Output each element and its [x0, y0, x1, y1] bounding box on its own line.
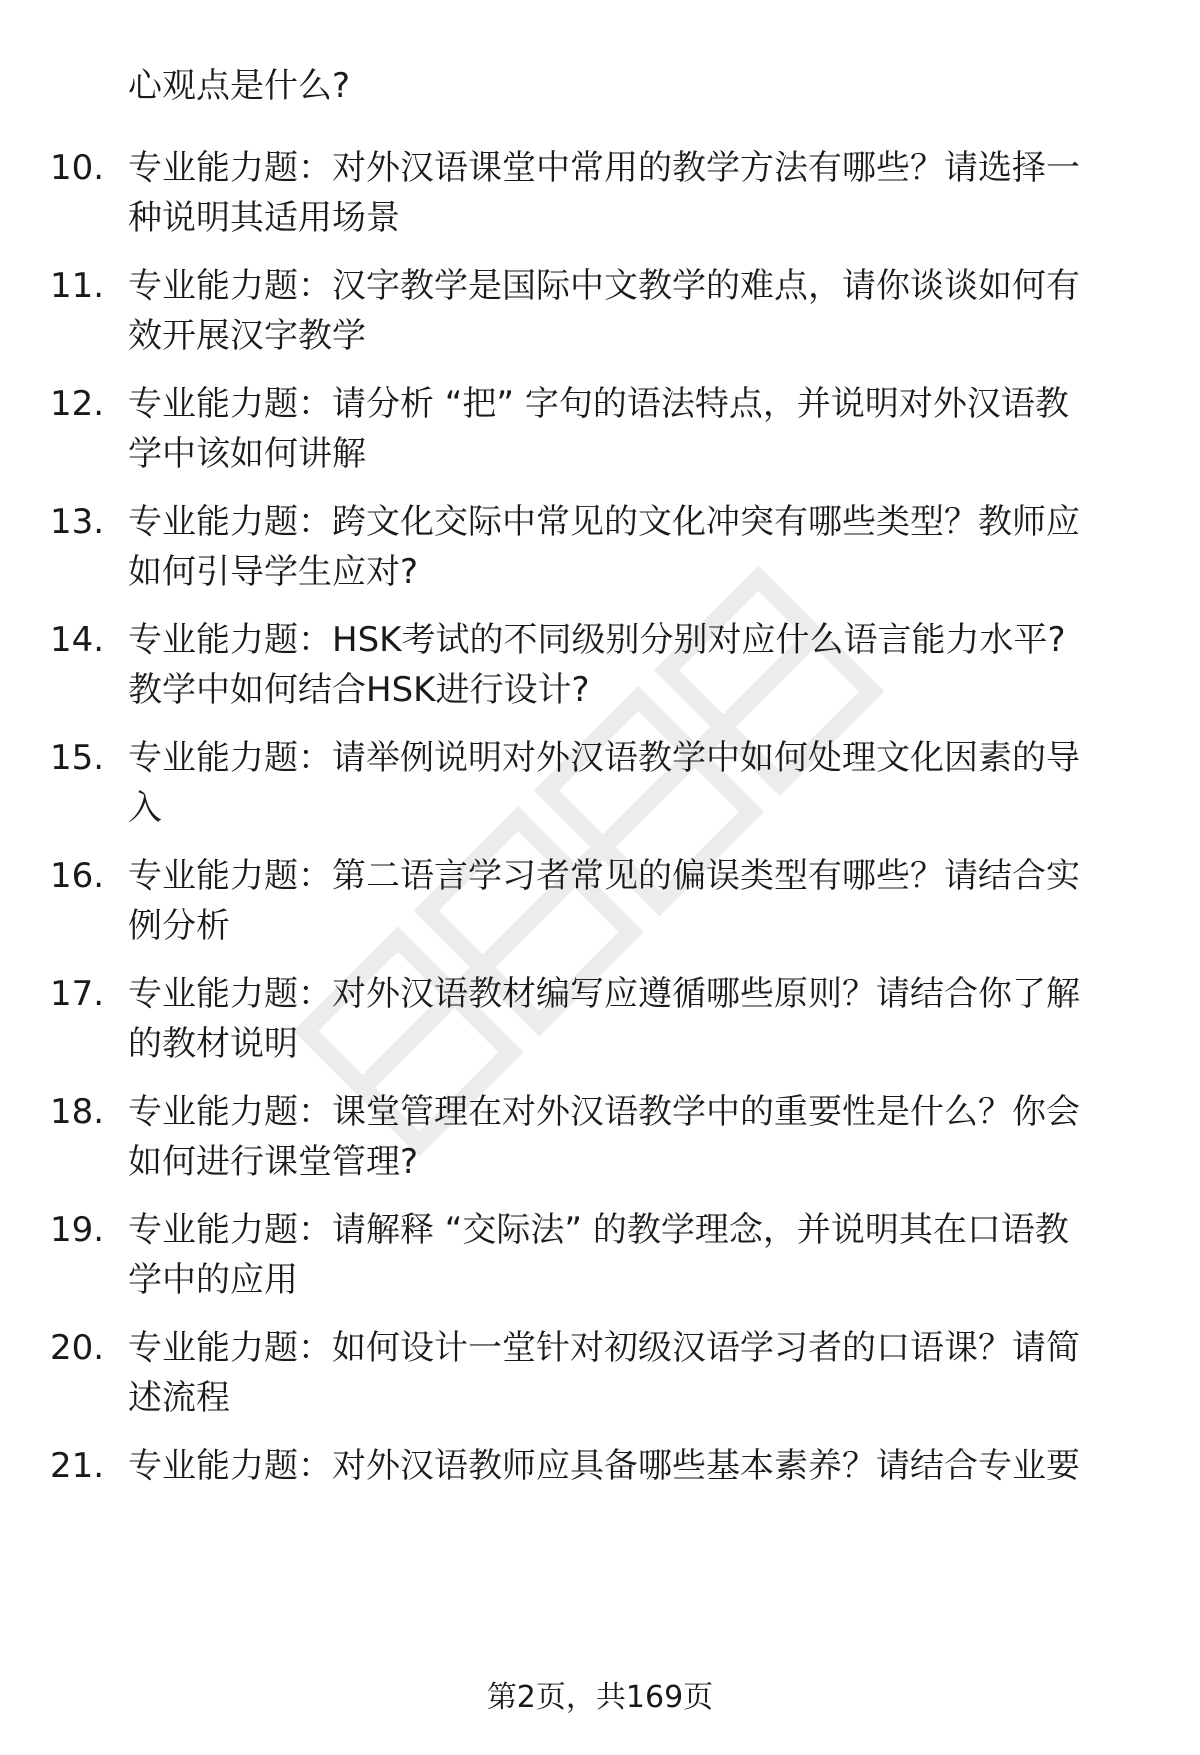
question-number: 14. [50, 620, 105, 660]
continuation-line: 心观点是什么? [128, 66, 351, 106]
question-text-line: 的教材说明 [128, 1024, 298, 1064]
question-text-line: 种说明其适用场景 [128, 198, 400, 238]
question-text-line: 专业能力题：课堂管理在对外汉语教学中的重要性是什么？你会 [128, 1092, 1080, 1132]
question-text-line: 例分析 [128, 906, 230, 946]
question-number: 10. [50, 148, 105, 188]
question-number: 17. [50, 974, 105, 1014]
question-text-line: 学中该如何讲解 [128, 434, 366, 474]
question-number: 12. [50, 384, 105, 424]
question-text-line: 学中的应用 [128, 1260, 298, 1300]
question-number: 21. [50, 1446, 105, 1486]
question-number: 13. [50, 502, 105, 542]
page-footer: 第2页，共169页 [486, 1680, 714, 1715]
question-text-line: 效开展汉字教学 [128, 316, 366, 356]
question-text-line: 专业能力题：对外汉语教师应具备哪些基本素养？请结合专业要 [128, 1446, 1080, 1486]
question-text-line: 专业能力题：汉字教学是国际中文教学的难点，请你谈谈如何有 [128, 266, 1080, 306]
question-number: 15. [50, 738, 105, 778]
question-text-line: 教学中如何结合HSK进行设计? [128, 670, 590, 710]
question-text-line: 专业能力题：跨文化交际中常见的文化冲突有哪些类型？教师应 [128, 502, 1080, 542]
question-text-line: 如何进行课堂管理? [128, 1142, 419, 1182]
question-text-line: 专业能力题：请举例说明对外汉语教学中如何处理文化因素的导 [128, 738, 1080, 778]
question-text-line: 专业能力题：请解释 “交际法” 的教学理念，并说明其在口语教 [128, 1210, 1069, 1250]
question-text-line: 专业能力题：请分析 “把” 字句的语法特点，并说明对外汉语教 [128, 384, 1069, 424]
question-text-line: 述流程 [128, 1378, 230, 1418]
question-number: 18. [50, 1092, 105, 1132]
question-text-line: 专业能力题：对外汉语教材编写应遵循哪些原则？请结合你了解 [128, 974, 1080, 1014]
question-text-line: 专业能力题：第二语言学习者常见的偏误类型有哪些？请结合实 [128, 856, 1080, 896]
question-number: 11. [50, 266, 105, 306]
question-text-line: 入 [128, 788, 162, 828]
question-number: 19. [50, 1210, 105, 1250]
question-text-line: 专业能力题：对外汉语课堂中常用的教学方法有哪些？请选择一 [128, 148, 1080, 188]
question-text-line: 专业能力题：HSK考试的不同级别分别对应什么语言能力水平? [128, 620, 1066, 660]
question-number: 16. [50, 856, 105, 896]
question-text-line: 如何引导学生应对? [128, 552, 419, 592]
question-number: 20. [50, 1328, 105, 1368]
question-text-line: 专业能力题：如何设计一堂针对初级汉语学习者的口语课？请简 [128, 1328, 1080, 1368]
